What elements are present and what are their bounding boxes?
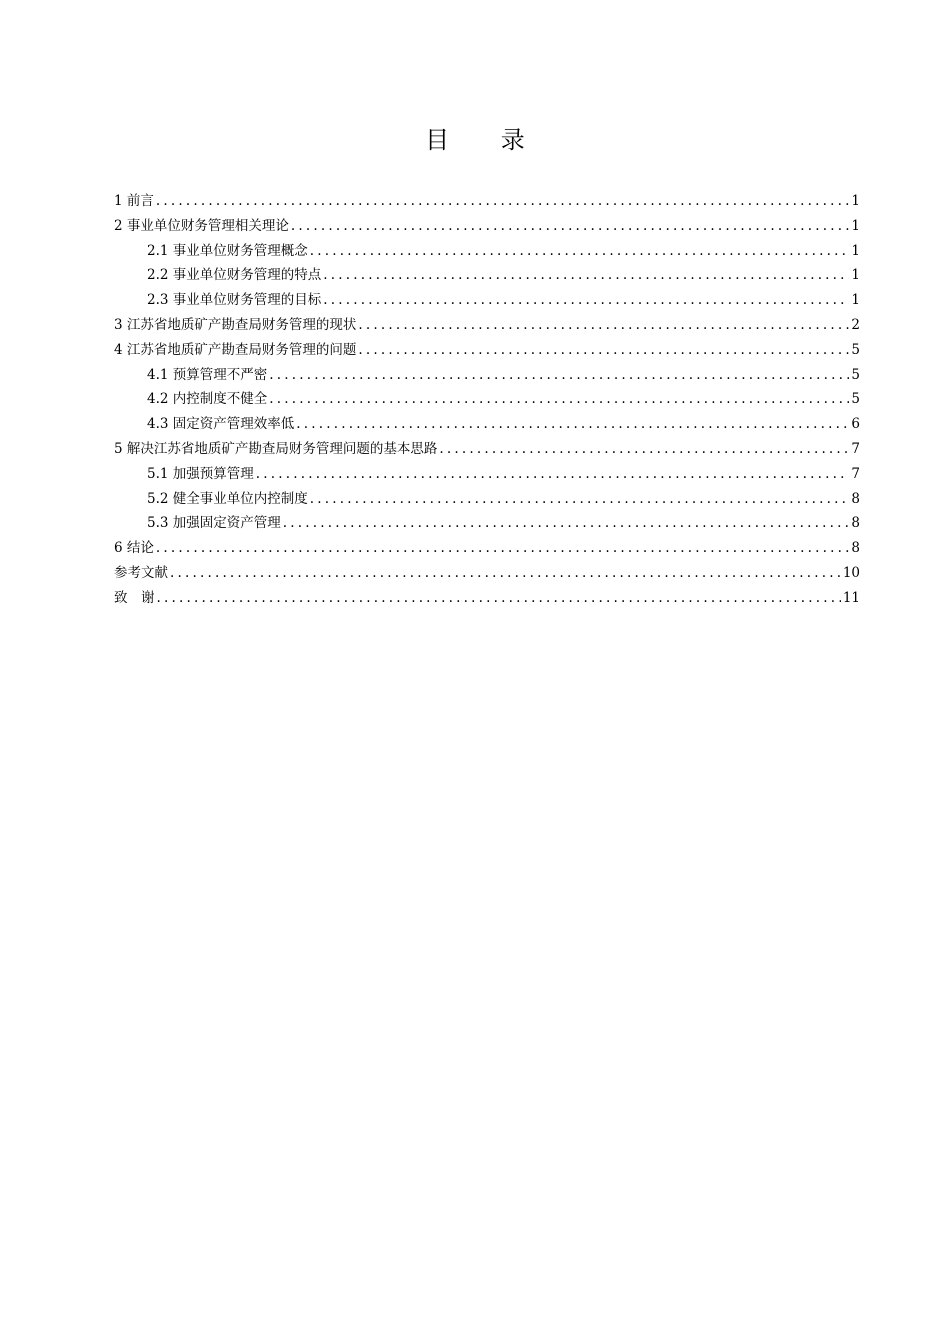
toc-entry-page: 8 [851,515,860,532]
toc-entry[interactable] [114,437,860,462]
toc-entry[interactable] [114,511,860,536]
toc-entry-label: 4.2 内控制度不健全 [147,391,268,408]
toc-entry[interactable] [114,561,860,586]
toc-leader-dots [439,437,849,462]
toc-leader-dots [358,338,849,363]
toc-entry[interactable] [114,189,860,214]
toc-leader-dots [323,263,849,288]
toc-entry[interactable] [114,363,860,388]
toc-entry[interactable] [114,338,860,363]
toc-entry[interactable] [114,412,860,437]
toc-entry-label: 参考文献 [114,564,168,581]
toc-entry[interactable] [114,586,860,611]
toc-leader-dots [157,586,841,611]
toc-entry-label: 5 解决江苏省地质矿产勘查局财务管理问题的基本思路 [114,440,438,457]
page-title: 目 录 [425,126,547,154]
toc-entry-page: 7 [851,465,860,482]
toc-entry-page: 1 [851,267,860,284]
toc-entry-label: 致 谢 [114,589,155,606]
toc-entry[interactable] [114,487,860,512]
toc-entry[interactable] [114,214,860,239]
toc-entry[interactable] [114,263,860,288]
toc-leader-dots [269,363,849,388]
toc-leader-dots [156,536,850,561]
toc-entry[interactable] [114,288,860,313]
toc-leader-dots [296,412,849,437]
toc-leader-dots [291,214,850,239]
toc-leader-dots [323,288,849,313]
toc-entry-page: 5 [851,341,860,358]
toc-entry-label: 2.1 事业单位财务管理概念 [147,242,308,259]
toc-leader-dots [283,511,850,536]
toc-entry-label: 4.3 固定资产管理效率低 [147,416,295,433]
toc-entry-page: 1 [851,193,860,209]
toc-entry[interactable] [114,313,860,338]
toc-leader-dots [269,387,849,412]
toc-entry-label: 2.2 事业单位财务管理的特点 [147,267,322,284]
toc-entry-page: 1 [851,242,860,259]
toc-entry-label: 1 前言 [114,193,154,209]
toc-leader-dots [358,313,849,338]
toc-leader-dots [256,462,850,487]
toc-entry-label: 5.2 健全事业单位内控制度 [147,490,308,507]
toc-leader-dots [310,239,850,264]
toc-entry-label: 5.3 加强固定资产管理 [147,515,281,532]
table-of-contents [114,189,860,611]
toc-entry-page: 10 [842,564,860,581]
toc-entry-page: 5 [851,391,860,408]
toc-entry-page: 5 [851,366,860,383]
toc-entry-label: 3 江苏省地质矿产勘查局财务管理的现状 [114,316,357,333]
toc-entry[interactable] [114,462,860,487]
toc-entry-page: 8 [851,490,860,507]
toc-entry[interactable] [114,536,860,561]
toc-leader-dots [170,561,841,586]
toc-entry-label: 4 江苏省地质矿产勘查局财务管理的问题 [114,341,357,358]
toc-entry-label: 6 结论 [114,540,154,557]
toc-entry-page: 7 [851,440,860,457]
toc-entry[interactable] [114,387,860,412]
toc-entry-label: 2 事业单位财务管理相关理论 [114,217,289,234]
toc-entry-page: 8 [851,540,860,557]
toc-entry-page: 1 [851,217,860,234]
toc-entry-page: 11 [842,589,860,606]
toc-leader-dots [156,189,850,214]
toc-entry-label: 4.1 预算管理不严密 [147,366,268,383]
toc-entry-label: 2.3 事业单位财务管理的目标 [147,292,322,309]
toc-entry[interactable] [114,239,860,264]
toc-entry-label: 5.1 加强预算管理 [147,465,254,482]
toc-entry-page: 2 [851,316,860,333]
toc-leader-dots [310,487,850,512]
toc-entry-page: 6 [851,416,860,433]
toc-entry-page: 1 [851,292,860,309]
